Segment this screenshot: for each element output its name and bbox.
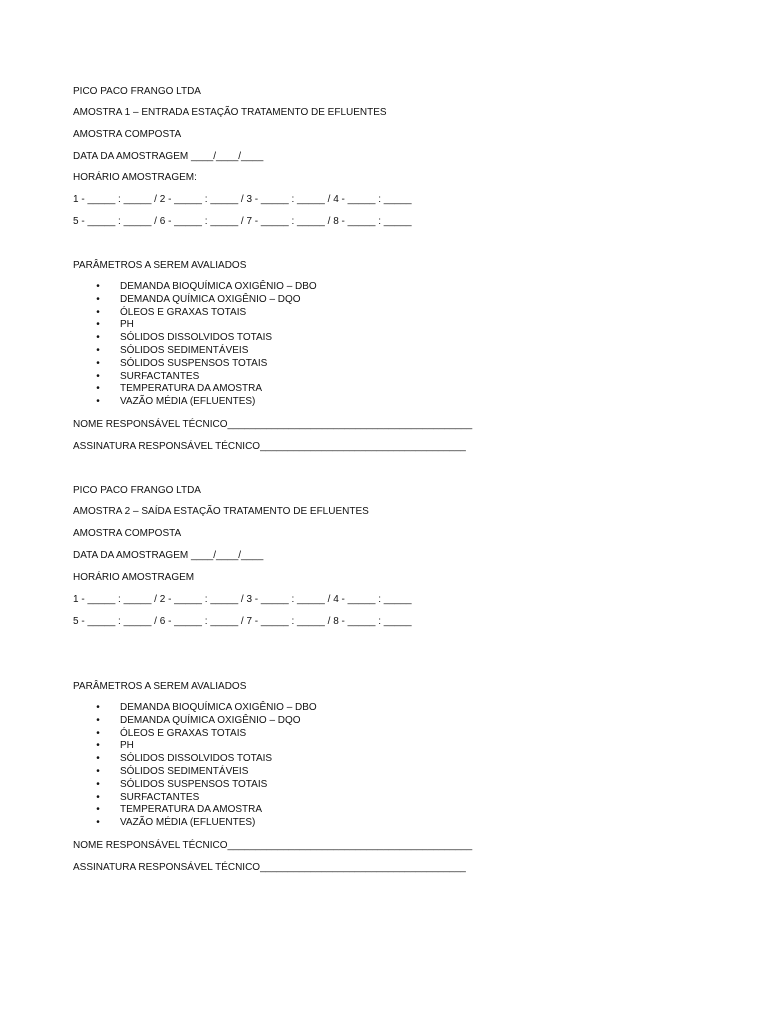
bullet-icon: • [96, 804, 100, 816]
technician-signature-line: ASSINATURA RESPONSÁVEL TÉCNICO_____________________________________ [73, 441, 466, 452]
list-item [73, 728, 317, 741]
param-label: ÓLEOS E GRAXAS TOTAIS [120, 306, 247, 318]
technician-name-line: NOME RESPONSÁVEL TÉCNICO____________________________________________ [73, 419, 473, 430]
list-item [73, 817, 317, 830]
bullet-icon: • [96, 791, 100, 803]
list-item [73, 779, 317, 792]
bullet-icon: • [96, 319, 100, 331]
bullet-icon: • [96, 714, 100, 726]
company-name: PICO PACO FRANGO LTDA [73, 485, 201, 496]
sample-date: DATA DA AMOSTRAGEM ____/____/____ [73, 550, 264, 561]
sample-time-row-1: 1 - _____ : _____ / 2 - _____ : _____ / 3 - _____ : _____ / 4 - _____ : _____ [73, 194, 412, 205]
list-item [73, 702, 317, 715]
list-item [73, 281, 317, 294]
list-item [73, 804, 317, 817]
params-title: PARÂMETROS A SEREM AVALIADOS [73, 681, 247, 692]
param-label: DEMANDA QUÍMICA OXIGÊNIO – DQO [120, 714, 301, 726]
bullet-icon: • [96, 344, 100, 356]
list-item [73, 371, 317, 384]
param-label: SÓLIDOS SEDIMENTÁVEIS [120, 344, 249, 356]
param-label: DEMANDA QUÍMICA OXIGÊNIO – DQO [120, 293, 301, 305]
sample-date: DATA DA AMOSTRAGEM ____/____/____ [73, 151, 264, 162]
param-label: PH [120, 319, 134, 331]
param-label: DEMANDA BIOQUÍMICA OXIGÊNIO – DBO [120, 281, 317, 292]
param-label: PH [120, 740, 134, 752]
param-label: SURFACTANTES [120, 370, 200, 382]
bullet-icon: • [96, 332, 100, 344]
param-label: SÓLIDOS SEDIMENTÁVEIS [120, 765, 249, 777]
sample-type: AMOSTRA COMPOSTA [73, 528, 182, 539]
bullet-icon: • [96, 383, 100, 395]
list-item [73, 294, 317, 307]
params-list [73, 702, 317, 830]
param-label: DEMANDA BIOQUÍMICA OXIGÊNIO – DBO [120, 702, 317, 713]
sample-time-row-2: 5 - _____ : _____ / 6 - _____ : _____ / 7 - _____ : _____ / 8 - _____ : _____ [73, 616, 412, 627]
sample-time-row-2: 5 - _____ : _____ / 6 - _____ : _____ / 7 - _____ : _____ / 8 - _____ : _____ [73, 216, 412, 227]
param-label: TEMPERATURA DA AMOSTRA [120, 383, 263, 395]
list-item [73, 740, 317, 753]
param-label: TEMPERATURA DA AMOSTRA [120, 804, 263, 816]
param-label: SURFACTANTES [120, 791, 200, 803]
params-title: PARÂMETROS A SEREM AVALIADOS [73, 260, 247, 271]
sample-title: AMOSTRA 2 – SAÍDA ESTAÇÃO TRATAMENTO DE EFLUENTES [73, 506, 369, 517]
bullet-icon: • [96, 727, 100, 739]
param-label: SÓLIDOS SUSPENSOS TOTAIS [120, 357, 268, 369]
bullet-icon: • [96, 753, 100, 765]
bullet-icon: • [96, 396, 100, 408]
company-name: PICO PACO FRANGO LTDA [73, 86, 201, 97]
list-item [73, 345, 317, 358]
bullet-icon: • [96, 293, 100, 305]
list-item [73, 792, 317, 805]
sample-title: AMOSTRA 1 – ENTRADA ESTAÇÃO TRATAMENTO DE EFLUENTES [73, 107, 387, 118]
list-item [73, 766, 317, 779]
param-label: SÓLIDOS DISSOLVIDOS TOTAIS [120, 332, 273, 344]
params-list [73, 281, 317, 409]
sample-time-row-1: 1 - _____ : _____ / 2 - _____ : _____ / 3 - _____ : _____ / 4 - _____ : _____ [73, 594, 412, 605]
sample-time-label: HORÁRIO AMOSTRAGEM: [73, 172, 197, 183]
bullet-icon: • [96, 765, 100, 777]
list-item [73, 319, 317, 332]
list-item [73, 753, 317, 766]
bullet-icon: • [96, 306, 100, 318]
bullet-icon: • [96, 281, 100, 292]
bullet-icon: • [96, 778, 100, 790]
list-item [73, 307, 317, 320]
param-label: SÓLIDOS DISSOLVIDOS TOTAIS [120, 753, 273, 765]
technician-signature-line: ASSINATURA RESPONSÁVEL TÉCNICO_____________________________________ [73, 862, 466, 873]
sample-time-label: HORÁRIO AMOSTRAGEM [73, 572, 195, 583]
param-label: VAZÃO MÉDIA (EFLUENTES) [120, 817, 256, 829]
list-item [73, 332, 317, 345]
sample-type: AMOSTRA COMPOSTA [73, 129, 182, 140]
param-label: SÓLIDOS SUSPENSOS TOTAIS [120, 778, 268, 790]
bullet-icon: • [96, 702, 100, 713]
list-item [73, 358, 317, 371]
param-label: VAZÃO MÉDIA (EFLUENTES) [120, 396, 256, 408]
list-item [73, 396, 317, 409]
param-label: ÓLEOS E GRAXAS TOTAIS [120, 727, 247, 739]
bullet-icon: • [96, 817, 100, 829]
technician-name-line: NOME RESPONSÁVEL TÉCNICO____________________________________________ [73, 840, 473, 851]
list-item [73, 383, 317, 396]
bullet-icon: • [96, 370, 100, 382]
bullet-icon: • [96, 740, 100, 752]
bullet-icon: • [96, 357, 100, 369]
list-item [73, 715, 317, 728]
